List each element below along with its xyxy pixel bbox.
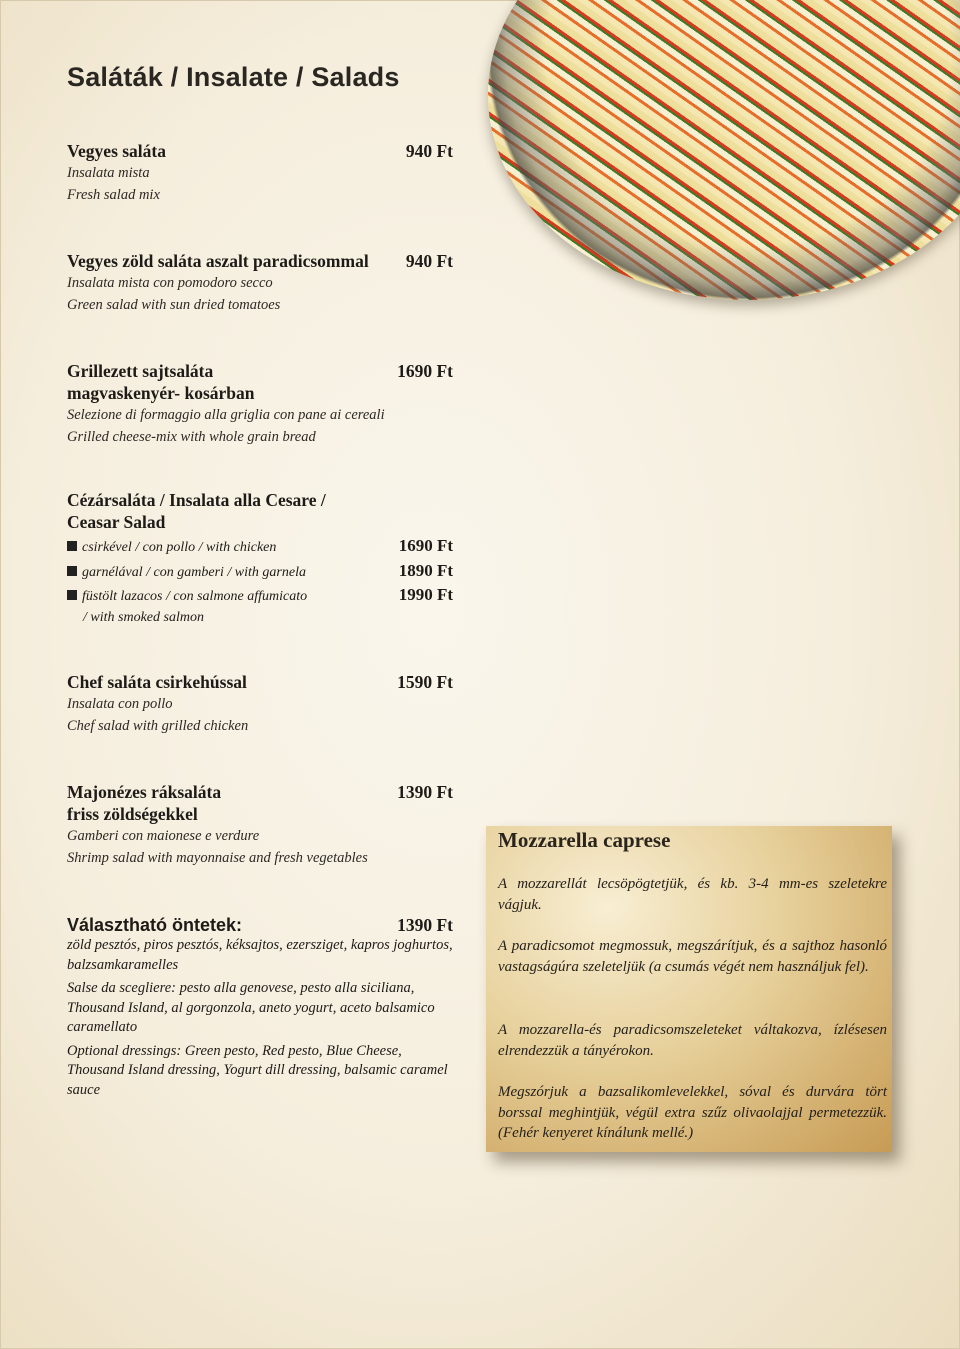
item-english: Chef salad with grilled chicken [67, 718, 249, 734]
item-english: Grilled cheese-mix with whole grain bread [67, 429, 316, 445]
option-label-continued: / with smoked salmon [83, 609, 204, 625]
item-name: Cézársaláta / Insalata alla Cesare / [67, 490, 326, 510]
recipe-step-2: A paradicsomot megmossuk, megszárítjuk, és a sajthoz hasonló vastagságúra szeleteljük (a csumás végét nem használjuk fel). [498, 938, 887, 975]
recipe-card [486, 826, 892, 1152]
item-name-line2: friss zöldségekkel [67, 804, 198, 824]
recipe-step-3: A mozzarella-és paradicsomszeleteket váltakozva, ízlésesen elrendezzük a tányérokon. [498, 1022, 887, 1059]
recipe-step-4: Megszórjuk a bazsalikomlevelekkel, sóval és durvára tört borssal meghintjük, végül extra szűz olivaolajjal permetezzük. (Fehér kenyeret kínálunk mellé.) [498, 1084, 887, 1141]
item-name-line2: magvaskenyér- kosárban [67, 383, 255, 403]
caesar-option [67, 560, 453, 585]
item-italian: Gamberi con maionese e verdure [67, 828, 260, 844]
square-bullet-icon [67, 541, 77, 551]
item-name: Vegyes saláta [67, 141, 167, 161]
option-label: garnélával / con gamberi / with garnela [82, 564, 306, 580]
dressings-title: Választható öntetek: [67, 915, 243, 935]
option-label: csirkével / con pollo / with chicken [82, 540, 277, 555]
recipe-title: Mozzarella caprese [498, 828, 671, 852]
dressings-price: 1390 Ft [397, 915, 453, 935]
item-italian: Insalata mista con pomodoro secco [67, 275, 273, 291]
item-english: Fresh salad mix [67, 187, 160, 203]
menu-item-grillezett-sajtsalata [67, 360, 453, 448]
menu-item-majonezes-raksalata [67, 781, 453, 869]
page-title: Saláták / Insalate / Salads [67, 62, 400, 92]
item-price: 1690 Ft [397, 361, 453, 381]
item-name: Majonézes ráksaláta [67, 782, 222, 802]
menu-item-chef-salata [67, 671, 453, 737]
item-price: 1390 Ft [397, 782, 453, 802]
dressings-italian: Salse da scegliere: pesto alla genovese, pesto alla siciliana, Thousand Island, al gorgonzola, aneto yogurt, aceto balsamico caramellato [67, 980, 435, 1035]
recipe-step-1: A mozzarellát lecsöpögtetjük, és kb. 3-4 mm-es szeletekre vágjuk. [498, 876, 887, 913]
dressings-hungarian: zöld pesztós, piros pesztós, kéksajtos, ezersziget, kapros joghurtos, balzsamkaramelles [67, 937, 453, 973]
item-price: 940 Ft [405, 251, 453, 271]
menu-item-vegyes-zold-salata [67, 250, 453, 316]
item-name: Vegyes zöld saláta aszalt paradicsommal [67, 251, 369, 271]
item-name: Grillezett sajtsaláta [67, 361, 214, 381]
item-price: 1590 Ft [397, 672, 453, 692]
item-name-line2: Ceasar Salad [67, 512, 166, 532]
dressings-english: Optional dressings: Green pesto, Red pesto, Blue Cheese, Thousand Island dressing, Yogurt dill dressing, balsamic caramel sauce [67, 1042, 448, 1098]
item-italian: Insalata con pollo [67, 696, 173, 712]
item-price: 940 Ft [405, 141, 453, 161]
option-price: 1690 Ft [398, 536, 453, 555]
square-bullet-icon [67, 566, 77, 576]
item-english: Green salad with sun dried tomatoes [67, 297, 281, 313]
square-bullet-icon [67, 590, 77, 600]
option-price: 1990 Ft [398, 585, 453, 604]
item-italian: Selezione di formaggio alla griglia con pane ai cereali [67, 407, 385, 423]
dressings-section [67, 914, 453, 1100]
item-italian: Insalata mista [67, 165, 150, 181]
caesar-option [67, 584, 453, 609]
menu-item-cezarsalata [67, 489, 453, 626]
option-label: füstölt lazacos / con salmone affumicato [82, 589, 308, 604]
item-english: Shrimp salad with mayonnaise and fresh vegetables [67, 850, 368, 866]
caesar-option [67, 535, 453, 560]
menu-item-vegyes-salata [67, 140, 453, 206]
item-name: Chef saláta csirkehússal [67, 672, 247, 692]
option-price: 1890 Ft [398, 560, 453, 580]
